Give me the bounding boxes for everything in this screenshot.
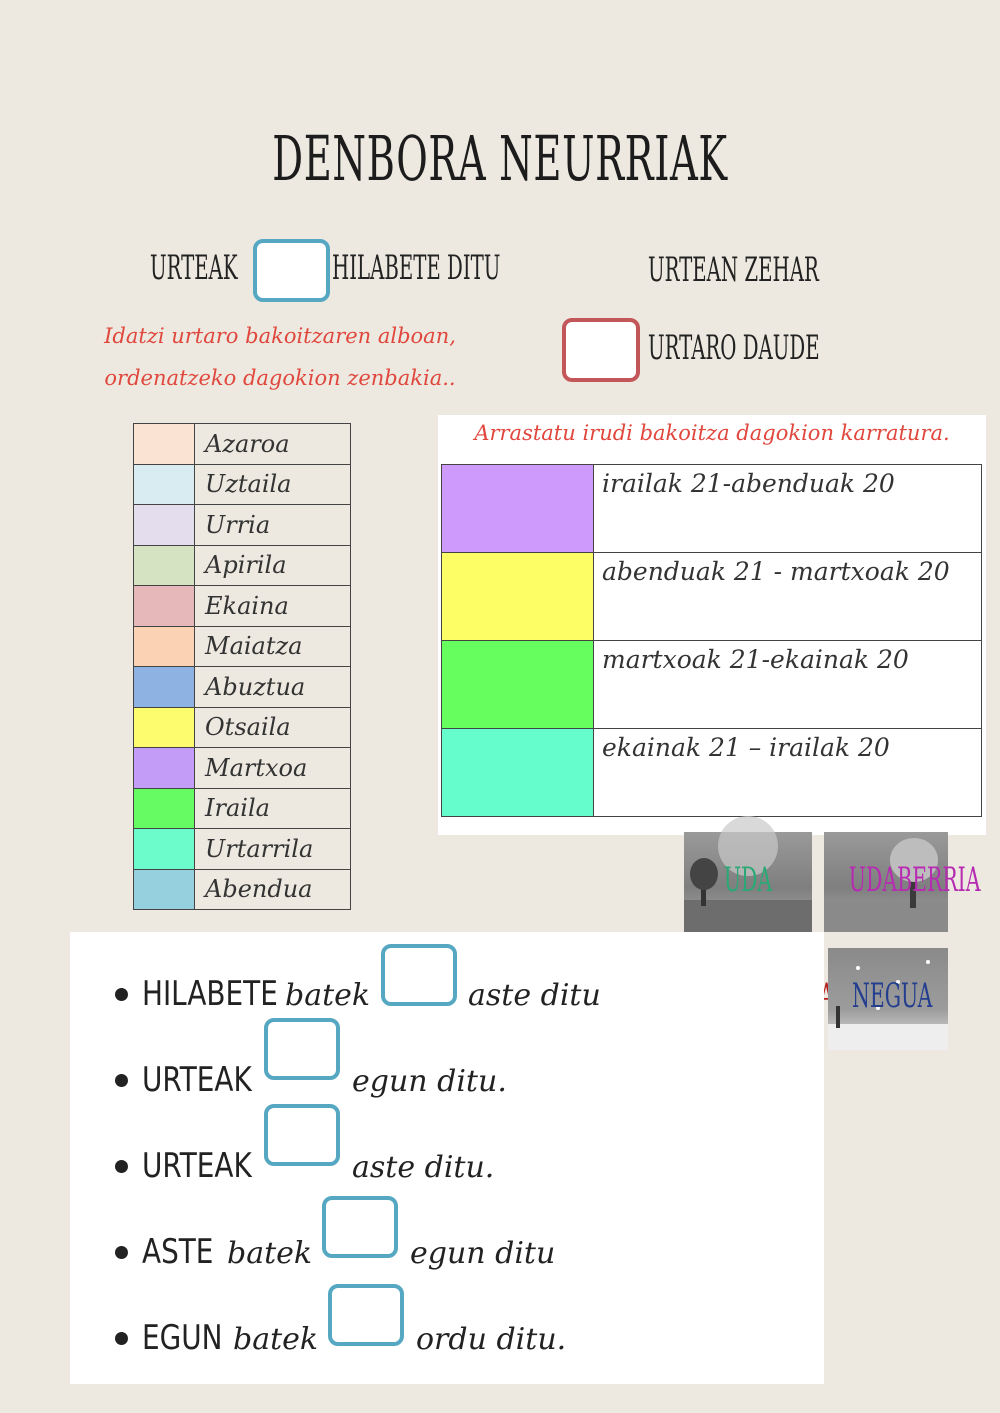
season-row [442, 729, 982, 817]
question-caps: URTEAK [142, 1060, 252, 1100]
season-date-range: abenduak 21 - martxoak 20 [594, 553, 982, 641]
question-after: ordu ditu. [416, 1322, 567, 1357]
season-tile-udaberria[interactable] [824, 832, 981, 932]
question-caps: EGUN [142, 1318, 223, 1358]
season-row [442, 465, 982, 553]
season-tile-label: UDABERRIA [848, 860, 981, 900]
question-after: egun ditu [410, 1236, 556, 1271]
month-color-swatch[interactable] [134, 464, 195, 505]
month-row [134, 829, 351, 870]
month-color-swatch[interactable] [134, 545, 195, 586]
seasons-table [441, 464, 982, 817]
month-name: Apirila [195, 545, 351, 586]
month-name: Ekaina [195, 586, 351, 627]
season-date-range: irailak 21-abenduak 20 [594, 465, 982, 553]
month-color-swatch[interactable] [134, 707, 195, 748]
season-drop-target[interactable] [442, 641, 594, 729]
month-row [134, 667, 351, 708]
month-row [134, 586, 351, 627]
month-color-swatch[interactable] [134, 505, 195, 546]
weeks-per-year-input[interactable] [264, 1104, 340, 1166]
months-instruction-line-1: Idatzi urtaro bakoitzaren alboan, [104, 324, 456, 348]
month-name: Iraila [195, 788, 351, 829]
months-table [133, 423, 351, 910]
month-name: Abendua [195, 869, 351, 910]
month-name: Otsaila [195, 707, 351, 748]
season-tile-label: UDA [723, 860, 773, 900]
season-row [442, 553, 982, 641]
question-mid: batek [227, 1236, 313, 1271]
bullet [115, 1246, 128, 1259]
question-mid: batek [233, 1322, 319, 1357]
season-date-range: ekainak 21 – irailak 20 [594, 729, 982, 817]
month-name: Azaroa [195, 424, 351, 465]
question-caps: HILABETE [142, 974, 278, 1014]
month-color-swatch[interactable] [134, 667, 195, 708]
season-tile-label: NEGUA [852, 976, 933, 1016]
month-row [134, 869, 351, 910]
month-color-swatch[interactable] [134, 829, 195, 870]
bullet [115, 1074, 128, 1087]
month-color-swatch[interactable] [134, 748, 195, 789]
months-instruction [70, 315, 490, 399]
days-per-week-input[interactable] [322, 1196, 398, 1258]
year-label: URTEAK [150, 248, 238, 288]
days-per-year-input[interactable] [264, 1018, 340, 1080]
month-color-swatch[interactable] [134, 626, 195, 667]
seasons-count-input[interactable] [562, 318, 640, 382]
bullet [115, 1160, 128, 1173]
question-mid: batek [285, 978, 371, 1013]
month-color-swatch[interactable] [134, 424, 195, 465]
seasons-label: URTARO DAUDE [648, 328, 820, 368]
month-name: Maiatza [195, 626, 351, 667]
season-tile-uda[interactable] [684, 832, 812, 932]
month-color-swatch[interactable] [134, 586, 195, 627]
month-color-swatch[interactable] [134, 869, 195, 910]
seasons-instruction: Arrastatu irudi bakoitza dagokion karratura. [474, 421, 950, 445]
month-name: Uztaila [195, 464, 351, 505]
month-color-swatch[interactable] [134, 788, 195, 829]
questions-panel [70, 932, 824, 1384]
season-tile-negua[interactable] [828, 948, 948, 1050]
bullet [115, 1332, 128, 1345]
season-drop-target[interactable] [442, 729, 594, 817]
season-date-range: martxoak 21-ekainak 20 [594, 641, 982, 729]
month-row [134, 707, 351, 748]
page-title: DENBORA NEURRIAK [272, 122, 728, 195]
hours-per-day-input[interactable] [328, 1284, 404, 1346]
months-count-input[interactable] [253, 239, 330, 302]
question-after: egun ditu. [352, 1064, 507, 1099]
question-caps: URTEAK [142, 1146, 252, 1186]
month-row [134, 748, 351, 789]
month-name: Abuztua [195, 667, 351, 708]
month-row [134, 505, 351, 546]
seasons-panel [438, 415, 986, 835]
months-instruction-line-2: ordenatzeko dagokion zenbakia.. [104, 366, 456, 390]
season-drop-target[interactable] [442, 465, 594, 553]
month-row [134, 788, 351, 829]
weeks-per-month-input[interactable] [381, 944, 457, 1006]
bullet [115, 988, 128, 1001]
month-row [134, 545, 351, 586]
month-name: Urtarrila [195, 829, 351, 870]
month-row [134, 626, 351, 667]
month-row [134, 424, 351, 465]
question-after: aste ditu. [352, 1150, 495, 1185]
month-name: Martxoa [195, 748, 351, 789]
question-after: aste ditu [468, 978, 601, 1013]
season-row [442, 641, 982, 729]
month-row [134, 464, 351, 505]
throughout-label: URTEAN ZEHAR [648, 250, 819, 290]
question-caps: ASTE [142, 1232, 214, 1272]
months-label: HILABETE DITU [332, 248, 501, 288]
month-name: Urria [195, 505, 351, 546]
season-drop-target[interactable] [442, 553, 594, 641]
